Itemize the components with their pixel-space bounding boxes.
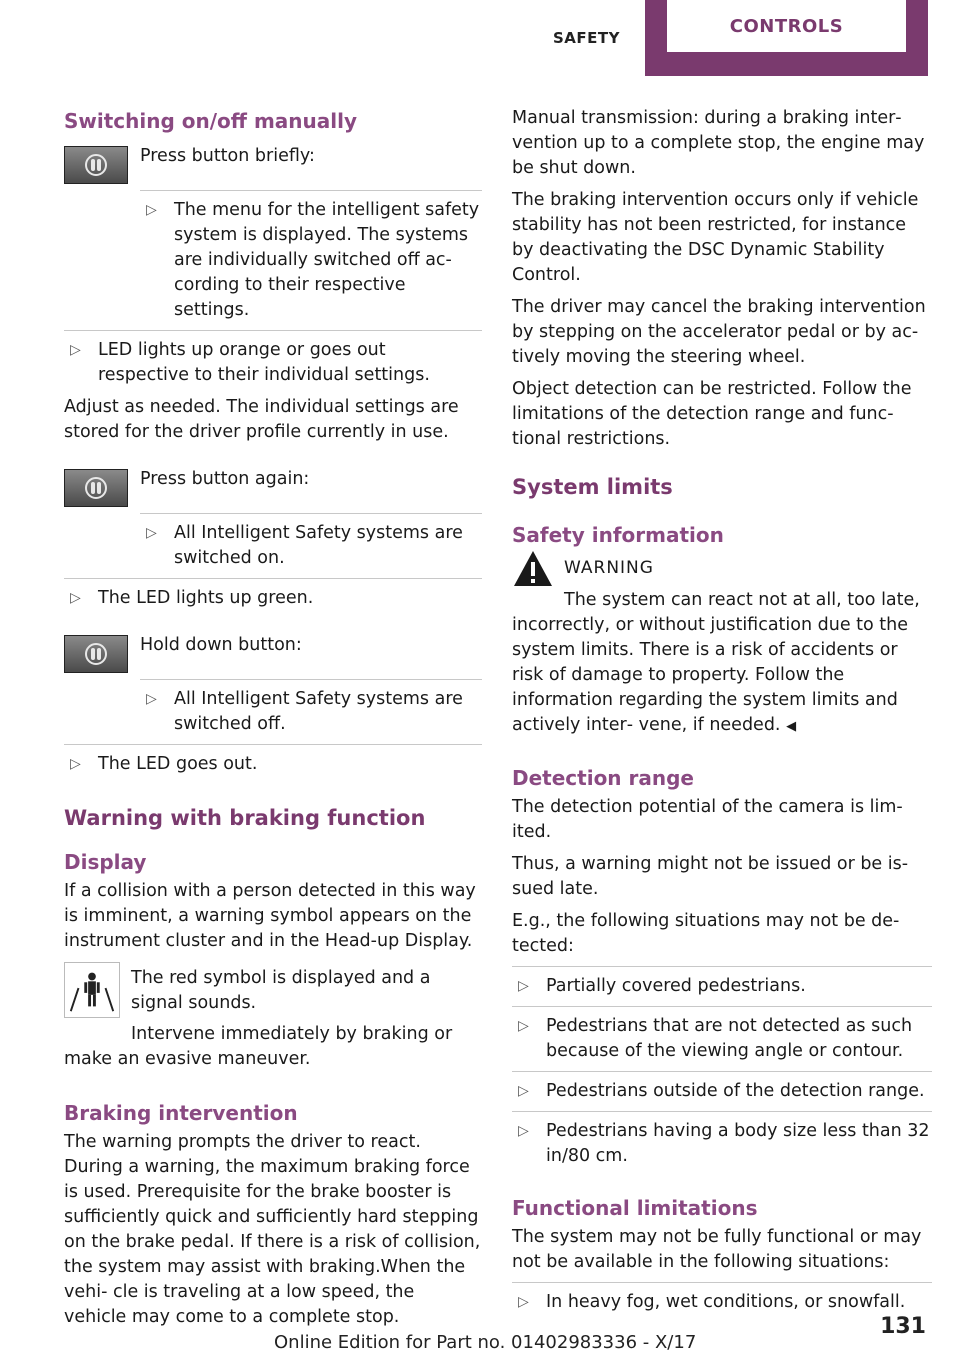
pedestrian-warning-icon — [64, 962, 120, 1018]
edition-text: Online Edition for Part no. 01402983336 - X/17 — [274, 1332, 697, 1353]
symbol-text: The red symbol is displayed and a signal sounds. — [131, 968, 431, 1013]
page-footer — [0, 1310, 960, 1362]
heading-safety-information: Safety information — [512, 523, 724, 547]
bullet-icon: ▷ — [146, 202, 157, 218]
detection-text-1: The detection potential of the camera is lim‐ ited. — [512, 797, 903, 842]
display-paragraph: If a collision with a person detected in this way is imminent, a warning symbol appears on the instrument cluster and in the Head-up Display. — [64, 881, 476, 951]
list-item: ▷ All Intelligent Safety systems are switched on. — [146, 523, 463, 568]
pedestrian-warning-row — [64, 966, 482, 1022]
warning-block — [512, 556, 932, 739]
bullet-icon: ▷ — [518, 1018, 529, 1034]
tab-controls[interactable]: CONTROLS — [667, 0, 906, 52]
left-column — [64, 106, 482, 1337]
bullet-icon: ▷ — [146, 525, 157, 541]
bullet-icon: ▷ — [70, 590, 81, 606]
stability-text: The braking intervention occurs only if vehicle stability has not been restricted, for instance by deactivating the DSC Dynamic Stability Control. — [512, 190, 919, 285]
list-item: ▷ The LED lights up green. — [64, 586, 482, 611]
page-number: 131 — [880, 1314, 926, 1339]
bullet-icon: ▷ — [518, 978, 529, 994]
functional-text: The system may not be fully functional or may not be available in the following situations: — [512, 1227, 922, 1272]
divider — [512, 966, 932, 967]
list-item: ▷ Pedestrians that are not detected as such because of the viewing angle or contour. — [518, 1016, 913, 1061]
list-item: ▷ LED lights up orange or goes out respective to their individual settings. — [70, 340, 430, 385]
bullet-icon: ▷ — [146, 691, 157, 707]
bullet-icon: ▷ — [70, 342, 81, 358]
tab-safety[interactable]: SAFETY — [553, 29, 620, 47]
divider — [512, 1071, 932, 1072]
detection-text-2: Thus, a warning might not be issued or be is‐ sued late. — [512, 854, 909, 899]
press-again-text: Press button again: — [140, 469, 310, 489]
warning-text: The system can react not at all, too late, incorrectly, or without justification due to the system limits. There is a risk of accidents or risk of damage to property. Follow the information regarding the system limits and actively inter‐ vene, if needed. ◀ — [512, 590, 920, 735]
hold-down-text: Hold down button: — [140, 635, 302, 655]
list-item: ▷ All Intelligent Safety systems are switched off. — [146, 689, 463, 734]
bullet-icon: ▷ — [518, 1294, 529, 1310]
divider — [512, 1111, 932, 1112]
heading-functional-limitations: Functional limitations — [512, 1196, 758, 1220]
press-briefly-text: Press button briefly: — [140, 146, 315, 166]
end-mark-icon: ◀ — [786, 719, 797, 734]
detection-text-3: E.g., the following situations may not be de‐ tected: — [512, 911, 900, 956]
divider — [140, 513, 482, 514]
list-item: ▷ In heavy fog, wet conditions, or snowfall. — [512, 1290, 932, 1315]
divider — [512, 1006, 932, 1007]
bullet-icon: ▷ — [518, 1083, 529, 1099]
divider — [140, 679, 482, 680]
heading-system-limits: System limits — [512, 475, 673, 499]
right-column — [512, 106, 932, 1322]
heading-warning-braking: Warning with braking function — [64, 806, 426, 830]
heading-display: Display — [64, 850, 147, 874]
divider — [512, 1282, 932, 1283]
hold-down-row — [64, 633, 482, 679]
warning-triangle-icon — [512, 548, 554, 590]
list-item: ▷ The LED goes out. — [64, 752, 482, 777]
list-item: ▷ Pedestrians outside of the detection range. — [512, 1079, 932, 1104]
braking-paragraph: The warning prompts the driver to react. During a warning, the maximum braking force is used. Prerequisite for the brake booster is sufficiently quick and sufficiently hard stepping on the brake pedal. If there is a risk of collision, the system may assist with braking.When the vehi‐ cle is traveling at a low speed, the vehicle may come to a complete stop. — [64, 1132, 481, 1327]
list-item: ▷ Pedestrians having a body size less than 32 in/80 cm. — [518, 1121, 930, 1166]
divider — [64, 578, 482, 579]
object-detection-text: Object detection can be restricted. Follow the limitations of the detection range and func‐ tional restrictions. — [512, 379, 912, 449]
heading-braking-intervention: Braking intervention — [64, 1101, 298, 1125]
list-item: ▷ The menu for the intelligent safety system is displayed. The systems are individually switched off ac‐ cording to their respective settings. — [146, 200, 480, 320]
safety-button-icon — [64, 635, 128, 673]
divider — [64, 330, 482, 331]
safety-button-icon — [64, 146, 128, 184]
bullet-icon: ▷ — [518, 1123, 529, 1139]
heading-detection-range: Detection range — [512, 766, 694, 790]
safety-button-icon — [64, 469, 128, 507]
bullet-icon: ▷ — [70, 756, 81, 772]
press-again-row — [64, 467, 482, 513]
divider — [140, 190, 482, 191]
manual-transmission-text: Manual transmission: during a braking inter‐ vention up to a complete stop, the engine may be shut down. — [512, 108, 925, 178]
divider — [64, 744, 482, 745]
cancel-text: The driver may cancel the braking intervention by stepping on the accelerator pedal or by ac‐ tively moving the steering wheel. — [512, 297, 926, 367]
heading-switching: Switching on/off manually — [64, 109, 358, 133]
press-briefly-row — [64, 144, 482, 190]
warning-title: WARNING — [564, 558, 654, 578]
list-item: ▷ Partially covered pedestrians. — [512, 974, 932, 999]
intervene-text: Intervene immediately by braking or make an evasive maneuver. — [64, 1024, 453, 1069]
adjust-text: Adjust as needed. The individual settings are stored for the driver profile currently in use. — [64, 397, 459, 442]
tab-controls-frame[interactable] — [645, 0, 928, 76]
section-tabs — [528, 0, 928, 76]
